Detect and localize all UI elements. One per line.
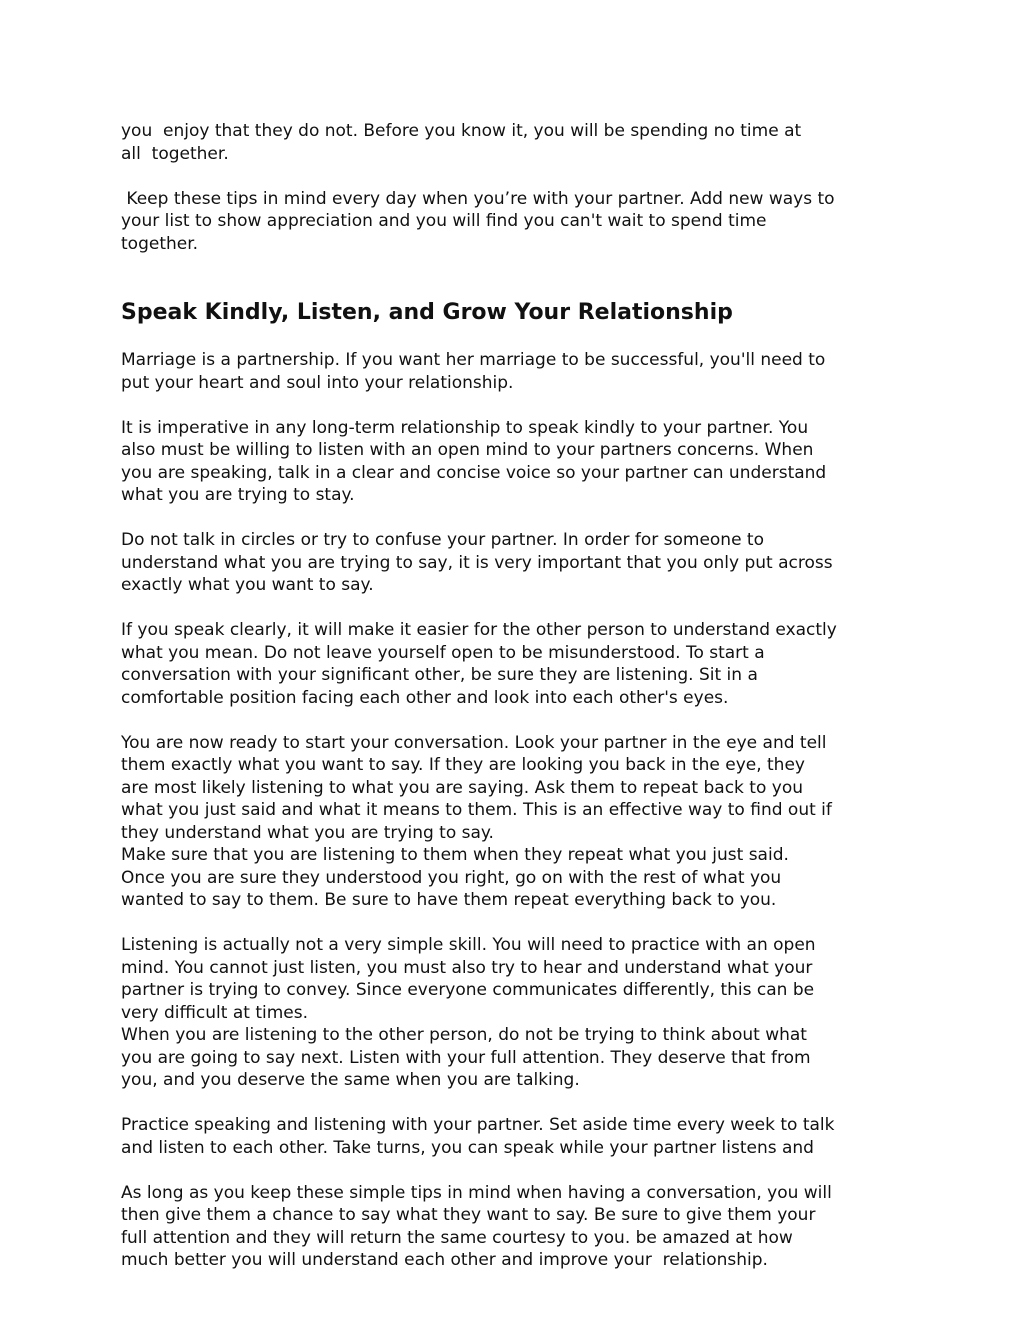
text-line: them exactly what you want to say. If they are looking you back in the eye, they	[121, 755, 805, 775]
text-line: you enjoy that they do not. Before you know it, you will be spending no time at	[121, 121, 802, 141]
text-line: are most likely listening to what you are saying. Ask them to repeat back to you	[121, 777, 804, 798]
text-line: very difficult at times.	[121, 1002, 308, 1023]
paragraph-gap	[121, 394, 921, 417]
text-line: put your heart and soul into your relationship.	[121, 372, 514, 393]
text-line: It is imperative in any long-term relationship to speak kindly to your partner. You	[121, 417, 809, 438]
text-line: what you are trying to stay.	[121, 485, 355, 505]
text-line: much better you will understand each other and improve your relationship.	[121, 1250, 768, 1270]
text-line: what you just said and what it means to them. This is an effective way to find out if	[121, 800, 832, 820]
paragraph-gap	[121, 507, 921, 530]
text-line: all together.	[121, 143, 229, 164]
text-line: together.	[121, 233, 199, 254]
paragraph-gap	[121, 709, 921, 732]
paragraph	[121, 732, 921, 912]
text-line: Keep these tips in mind every day when you’re with your partner. Add new ways to	[121, 188, 835, 209]
paragraph	[121, 417, 921, 507]
text-line: you are speaking, talk in a clear and concise voice so your partner can understand	[121, 462, 827, 483]
text-line: Once you are sure they understood you right, go on with the rest of what you	[121, 867, 782, 888]
text-line: you, and you deserve the same when you are talking.	[121, 1070, 580, 1090]
document-body	[121, 120, 921, 1272]
paragraph	[121, 619, 921, 709]
text-line: understand what you are trying to say, it is very important that you only put across	[121, 552, 833, 573]
text-line: wanted to say to them. Be sure to have them repeat everything back to you.	[121, 890, 777, 910]
text-line: comfortable position facing each other and look into each other's eyes.	[121, 687, 729, 708]
paragraph-gap	[121, 165, 921, 188]
text-line: As long as you keep these simple tips in mind when having a conversation, you will	[121, 1182, 832, 1203]
paragraph	[121, 529, 921, 597]
text-line: full attention and they will return the same courtesy to you. be amazed at how	[121, 1227, 793, 1248]
text-line: Practice speaking and listening with your partner. Set aside time every week to talk	[121, 1115, 835, 1135]
paragraph-gap	[121, 1159, 921, 1182]
paragraph-gap	[121, 1092, 921, 1115]
text-line: exactly what you want to say.	[121, 575, 374, 595]
text-line: If you speak clearly, it will make it easier for the other person to understand exactly	[121, 620, 837, 640]
paragraph	[121, 188, 921, 256]
paragraph	[121, 1182, 921, 1272]
paragraph	[121, 349, 921, 394]
text-line: what you mean. Do not leave yourself open to be misunderstood. To start a	[121, 642, 765, 663]
paragraph	[121, 120, 921, 165]
text-line: they understand what you are trying to say.	[121, 822, 494, 843]
text-line: Marriage is a partnership. If you want her marriage to be successful, you'll need to	[121, 350, 826, 370]
text-line: Make sure that you are listening to them when they repeat what you just said.	[121, 845, 789, 865]
section-heading: Speak Kindly, Listen, and Grow Your Relationship	[121, 300, 733, 325]
section-gap	[121, 255, 921, 300]
paragraph	[121, 1114, 921, 1159]
text-line: then give them a chance to say what they want to say. Be sure to give them your	[121, 1205, 816, 1225]
text-line: partner is trying to convey. Since everyone communicates differently, this can be	[121, 980, 815, 1000]
text-line: your list to show appreciation and you will find you can't wait to spend time	[121, 211, 767, 231]
paragraph-gap	[121, 597, 921, 620]
paragraph	[121, 934, 921, 1092]
paragraph-gap	[121, 912, 921, 935]
text-line: Do not talk in circles or try to confuse your partner. In order for someone to	[121, 530, 765, 550]
text-line: also must be willing to listen with an open mind to your partners concerns. When	[121, 440, 814, 460]
text-line: you are going to say next. Listen with your full attention. They deserve that from	[121, 1047, 811, 1068]
text-line: mind. You cannot just listen, you must also try to hear and understand what your	[121, 957, 813, 978]
text-line: conversation with your significant other, be sure they are listening. Sit in a	[121, 665, 758, 685]
heading-gap	[121, 326, 921, 349]
text-line: You are now ready to start your conversation. Look your partner in the eye and tell	[121, 732, 827, 753]
text-line: Listening is actually not a very simple skill. You will need to practice with an open	[121, 935, 816, 955]
text-line: and listen to each other. Take turns, you can speak while your partner listens and	[121, 1137, 814, 1158]
text-line: When you are listening to the other person, do not be trying to think about what	[121, 1025, 807, 1045]
